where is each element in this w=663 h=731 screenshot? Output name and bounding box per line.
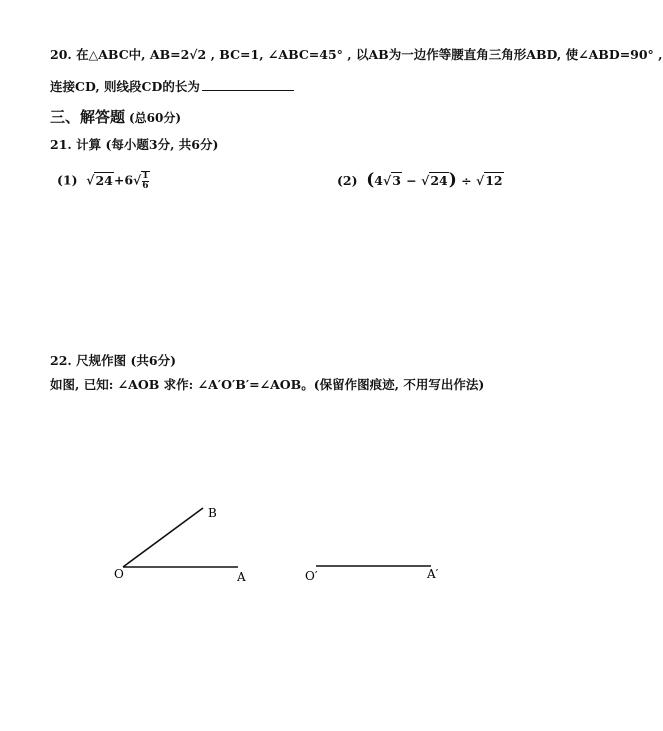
q21-part1-radicand: 24 <box>95 172 113 188</box>
q21-title: 21. 计算 <box>50 137 102 152</box>
q22-title: 22. 尺规作图 <box>50 353 127 368</box>
q21-part1-frac-num: 1 <box>142 171 149 181</box>
q21-part1-frac-den: 6 <box>142 181 149 191</box>
label-A-prime: A′ <box>427 567 439 581</box>
ray-OB <box>123 508 203 567</box>
label-O-prime: O′ <box>305 569 318 583</box>
q21-part1-plus: +6 <box>113 172 134 188</box>
section3-title: 三、解答题 <box>50 108 126 126</box>
q22-note: (共6分) <box>130 353 176 368</box>
section3-score: (总60分) <box>129 111 182 125</box>
q20-text-line2: 连接CD, 则线段CD的长为 <box>50 79 200 94</box>
q21-part2-rad3: 12 <box>485 173 503 188</box>
q20-text-line1: 在△ABC中, AB=2√2 , BC=1, ∠ABC=45° , 以AB为一边作等腰直角三角形ABD, 使∠ABD=90° , <box>76 47 663 62</box>
q21-part2-rad2: 24 <box>430 173 448 188</box>
q21-part2-rad1: 3 <box>392 173 401 188</box>
label-B: B <box>208 506 217 520</box>
q21-part1-label: (1) <box>57 172 78 188</box>
label-O: O <box>114 567 124 581</box>
q20-number: 20. <box>50 47 72 62</box>
q21-note: (每小题3分, 共6分) <box>105 137 219 152</box>
label-A: A <box>237 570 246 584</box>
q21-part2-coef: 4 <box>374 173 383 188</box>
q21-part2-label: (2) <box>337 173 358 188</box>
q21-part2-div: ÷ <box>461 173 472 188</box>
q21-part1: (1) √24+6√ $\frac{1}{6}$ <box>57 171 149 191</box>
q21-part2: (2) (4√3 − √24) ÷ √12 <box>337 170 503 190</box>
q21-part2-minus: − <box>406 173 417 188</box>
q22-instruction-text: 如图, 已知: ∠AOB 求作: ∠A′O′B′=∠AOB。(保留作图痕迹, 不用写出作法) <box>50 377 485 392</box>
